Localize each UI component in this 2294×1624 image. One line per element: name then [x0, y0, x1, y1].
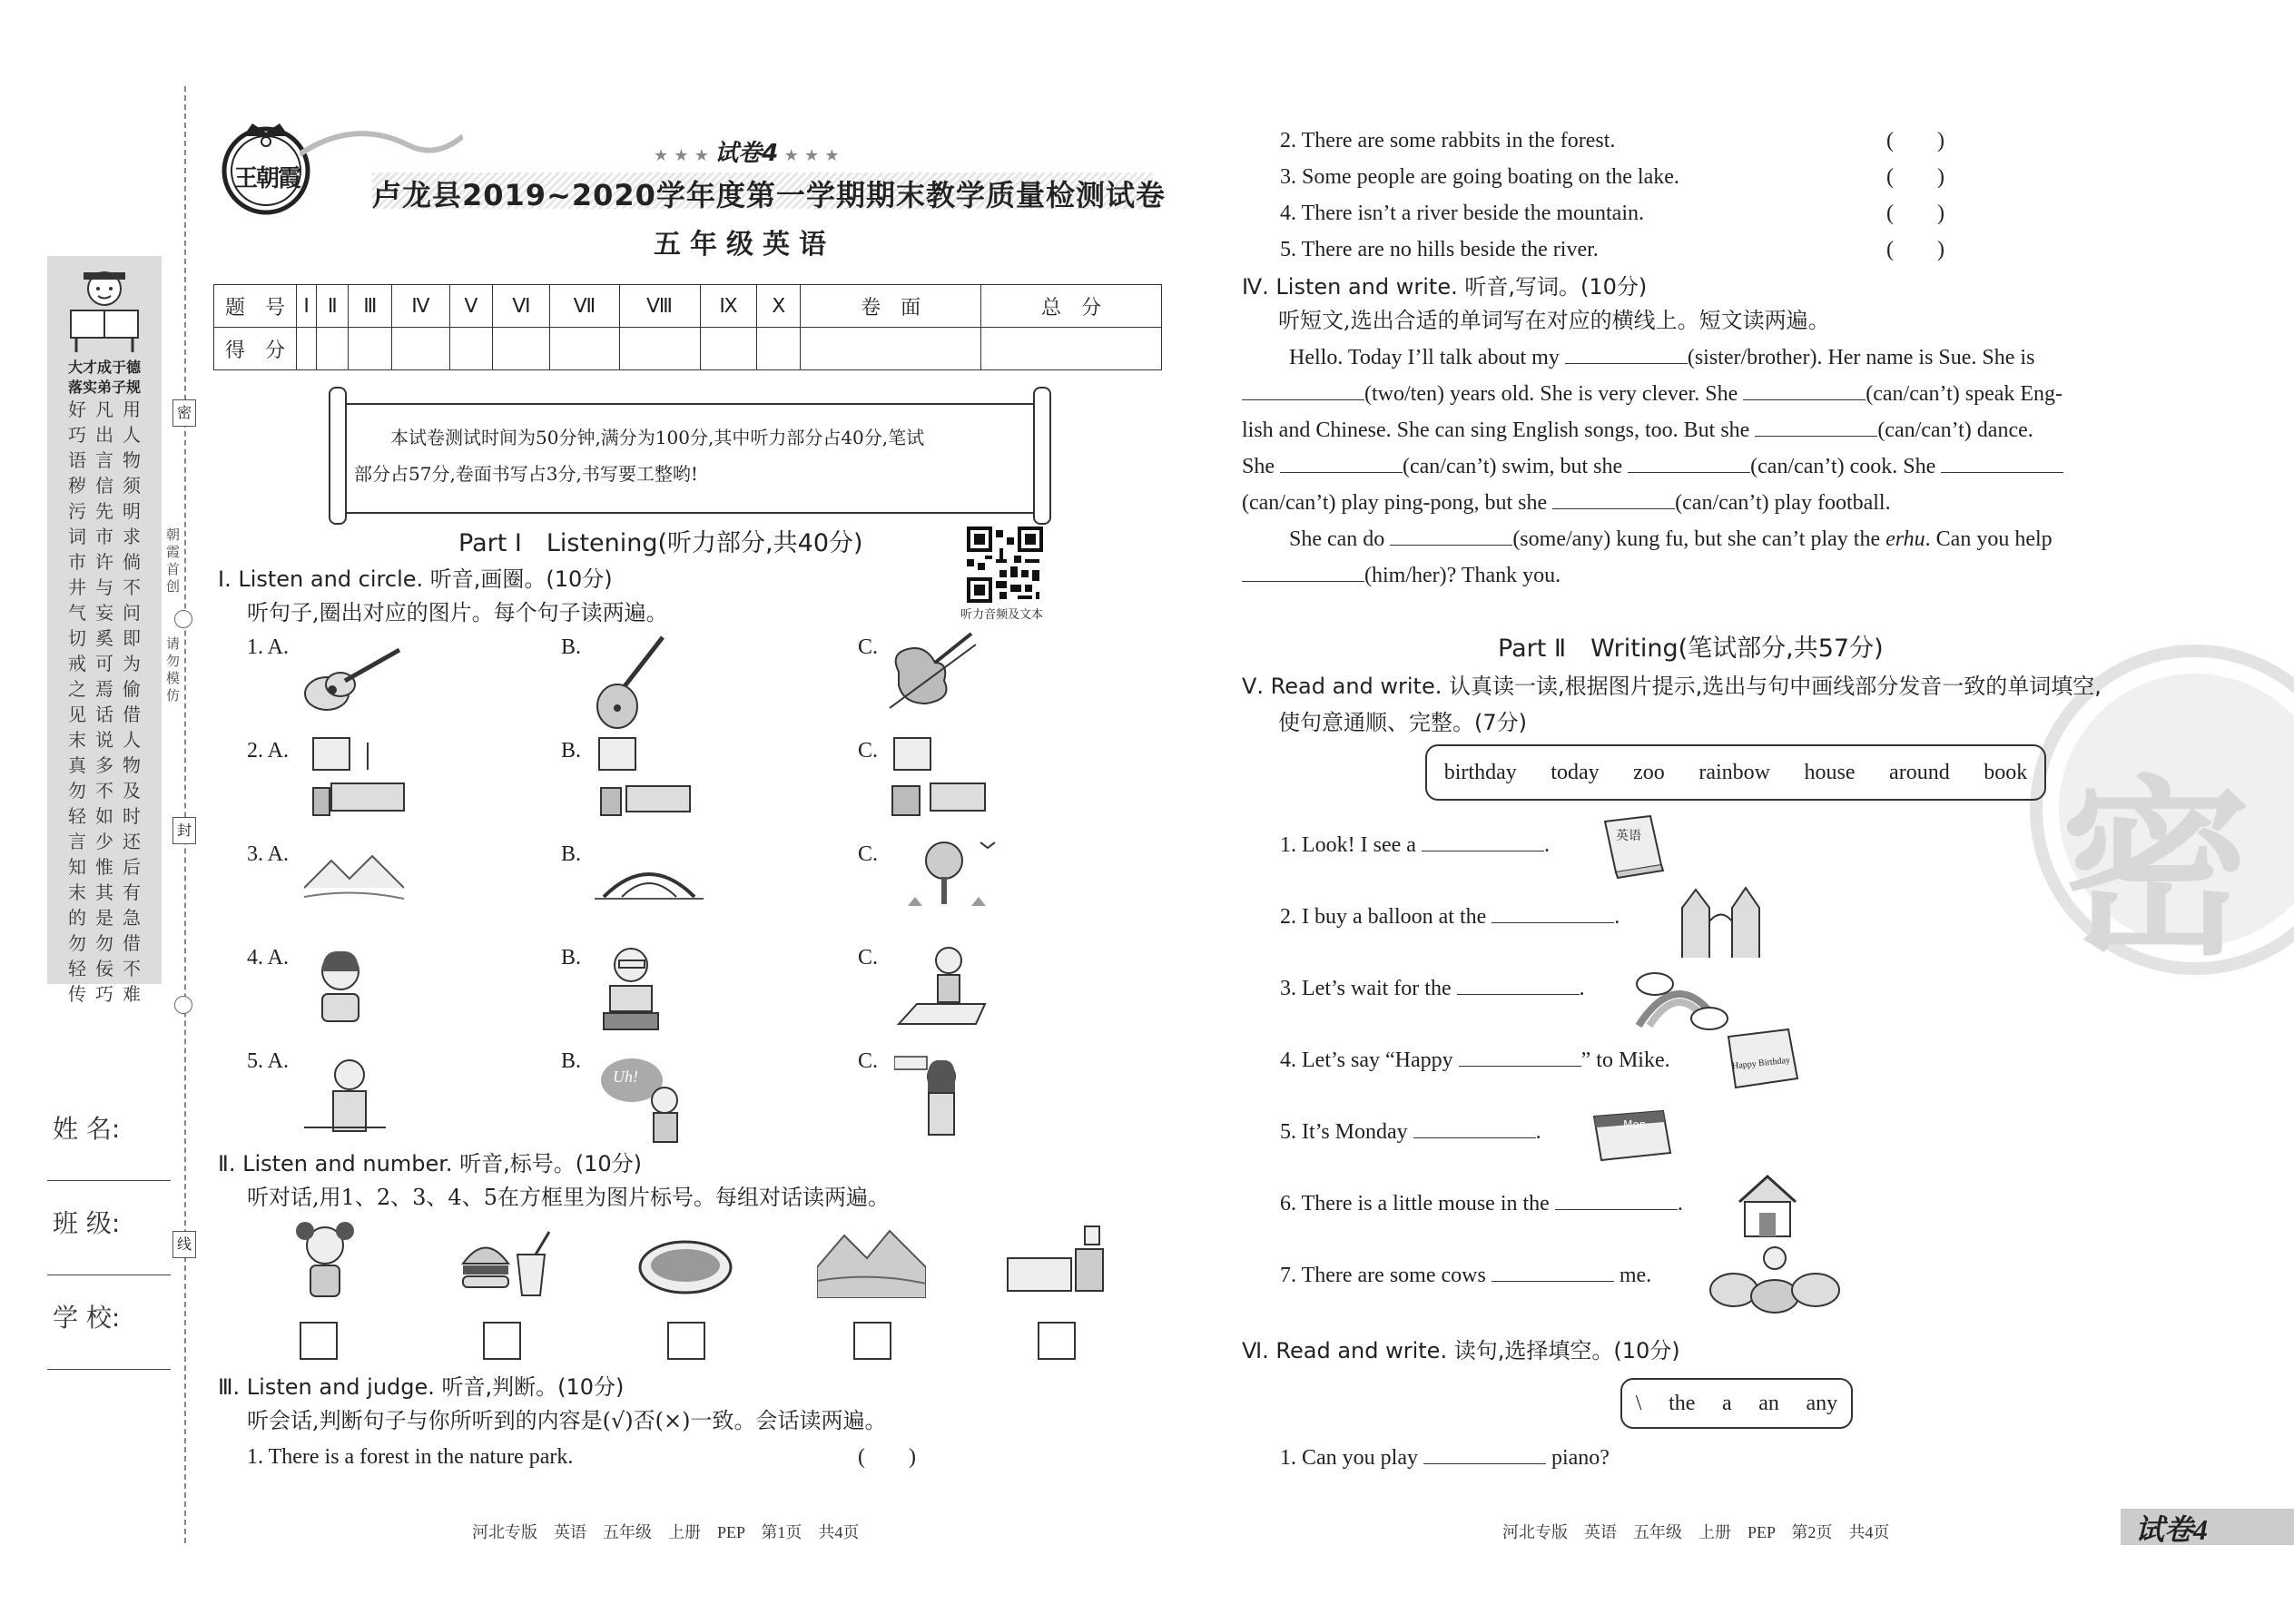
q3-paren-2[interactable]: ( ) [1886, 129, 1944, 153]
qr-caption: 听力音频及文本 [960, 608, 1044, 622]
word-option: any [1806, 1391, 1838, 1415]
q1-row5-b: B. [561, 1049, 582, 1073]
table-cell: Ⅳ [392, 285, 449, 328]
notice-line-1: 本试卷测试时间为50分钟,满分为100分,其中听力部分占40分,笔试 [390, 427, 925, 448]
word-option: \ [1635, 1391, 1642, 1415]
cut-mark-2: 封 [172, 817, 196, 844]
word-option: zoo [1633, 760, 1665, 784]
score-cell[interactable] [700, 328, 757, 370]
table-cell: 总 分 [981, 285, 1162, 328]
q1-row2-b: B. [561, 739, 582, 763]
book-picture-label: 英语 [1616, 829, 1641, 843]
q1-row5-c: C. [858, 1049, 879, 1073]
q4-line-3: lish and Chinese. She can sing English songs, too. But she (can/can’t) dance. [1242, 414, 2033, 446]
q5-blank-7[interactable] [1492, 1259, 1614, 1282]
q1-row5-a: 5. A. [247, 1049, 290, 1073]
table-cell: Ⅸ [700, 285, 757, 328]
word-option: book [1984, 760, 2028, 784]
q3-instruction: 听会话,判断句子与你所听到的内容是(√)否(×)一致。会话读两遍。 [247, 1408, 887, 1433]
qr-code-icon[interactable] [967, 527, 1043, 603]
word-option: an [1758, 1391, 1779, 1415]
bedroom-bed-picture[interactable] [1003, 1222, 1112, 1298]
notice-line-2: 部分占57分,卷面书写占3分,书写要工整哟! [354, 463, 698, 485]
speech-bubble-text: Uh! [613, 1068, 638, 1086]
q2-instruction: 听对话,用1、2、3、4、5在方框里为图片标号。每组对话读两遍。 [247, 1185, 890, 1210]
q3-paren-5[interactable]: ( ) [1886, 238, 1944, 261]
motto-top-1: 大才成于德 [67, 359, 141, 376]
binding-hole [174, 996, 192, 1014]
cows-picture[interactable] [1707, 1240, 1843, 1324]
score-cell[interactable] [449, 328, 493, 370]
scholar-icon [64, 263, 145, 354]
table-cell: Ⅹ [757, 285, 801, 328]
q1-row3-c: C. [858, 842, 879, 866]
q1-row3-a: 3. A. [247, 842, 290, 866]
boy-cooking-picture[interactable] [599, 942, 663, 1033]
q5-blank-5[interactable] [1413, 1116, 1536, 1138]
q5-item-3: 3. Let’s wait for the . [1280, 972, 1585, 1004]
word-option: birthday [1443, 760, 1517, 784]
side-note-1: 朝霞首创 [166, 527, 181, 595]
class-label: 班 级: [53, 1208, 121, 1238]
table-cell: Ⅵ [493, 285, 550, 328]
burger-drink-picture[interactable] [458, 1227, 558, 1300]
word-option: around [1889, 760, 1950, 784]
part2-title: Part Ⅱ Writing(笔试部分,共57分) [1498, 635, 1884, 663]
answer-box-4[interactable] [853, 1322, 891, 1360]
q4-blank-7[interactable] [1941, 450, 2063, 473]
q3-item-3: 3. Some people are going boating on the lake. [1280, 165, 1679, 189]
q3-heading: Ⅲ. Listen and judge. 听音,判断。(10分) [218, 1374, 625, 1400]
motto-column-2: 凡出言信先市许与妄奚可焉话说多不如少惟其是勿佞巧 [95, 399, 113, 1005]
table-cell: Ⅰ [297, 285, 317, 328]
zoo-gate-picture[interactable] [1678, 881, 1768, 962]
pipa-icon[interactable] [590, 632, 672, 732]
motto-column-1: 好巧语秽污词市井气切戒之见末真勿轻言知末的勿轻传 [68, 399, 86, 1005]
q4-blank-8[interactable] [1552, 487, 1675, 509]
answer-box-1[interactable] [300, 1322, 338, 1360]
q3-paren-3[interactable]: ( ) [1886, 165, 1944, 189]
table-cell: 题 号 [214, 285, 297, 328]
answer-box-3[interactable] [667, 1322, 705, 1360]
table-cell: Ⅴ [449, 285, 493, 328]
exam-number: ★ ★ ★ 试卷4 ★ ★ ★ [654, 140, 840, 167]
q2-heading: Ⅱ. Listen and number. 听音,标号。(10分) [218, 1151, 643, 1176]
q1-row1-b: B. [561, 635, 582, 659]
q5-item-5: 5. It’s Monday . [1280, 1116, 1541, 1147]
calendar-picture[interactable] [1590, 1107, 1676, 1166]
seal-watermark-text: 密 [2061, 757, 2252, 981]
q1-row4-a: 4. A. [247, 946, 290, 969]
girl-speech-picture[interactable] [599, 1053, 690, 1144]
q5-word-bank [1425, 744, 2046, 801]
mountain-lake-picture[interactable] [304, 842, 404, 915]
girl-singing-picture[interactable] [289, 1218, 361, 1300]
table-cell: 得 分 [214, 328, 297, 370]
bedroom-picture-b[interactable] [590, 733, 699, 824]
q5-item-7: 7. There are some cows me. [1280, 1259, 1651, 1291]
q4-blank-1[interactable] [1565, 341, 1688, 364]
q4-blank-2[interactable] [1242, 378, 1364, 400]
q1-heading: Ⅰ. Listen and circle. 听音,画圈。(10分) [218, 566, 613, 592]
q3-item-5: 5. There are no hills beside the river. [1280, 238, 1599, 261]
q4-blank-6[interactable] [1628, 450, 1750, 473]
table-cell: Ⅲ [349, 285, 392, 328]
word-option: house [1804, 760, 1856, 784]
fold-line [184, 86, 186, 1543]
q5-heading-1: Ⅴ. Read and write. 认真读一读,根据图片提示,选出与句中画线部分发音一致的单词填空, [1242, 674, 2102, 699]
score-cell[interactable] [349, 328, 392, 370]
q5-blank-3[interactable] [1457, 972, 1580, 995]
table-cell: 卷 面 [801, 285, 981, 328]
exam-subject: 五年级英语 [654, 229, 835, 261]
bedroom-picture-a[interactable] [304, 733, 413, 824]
motto-column-3: 用人物须明求倘不问即为偷借人物及时还后有急借不难 [123, 399, 141, 1005]
q4-line-5: (can/can’t) play ping-pong, but she (can/can’t) play football. [1242, 487, 1891, 518]
word-option: today [1551, 760, 1600, 784]
guitar-icon[interactable] [300, 639, 409, 721]
q4-line-4: She (can/can’t) swim, but she (can/can’t) cook. She [1242, 450, 2063, 482]
q1-instruction: 听句子,圈出对应的图片。每个句子读两遍。 [247, 600, 668, 625]
score-header-row [214, 285, 1162, 328]
score-cell[interactable] [493, 328, 550, 370]
book-picture[interactable] [1596, 812, 1669, 880]
q4-blank-3[interactable] [1743, 378, 1866, 400]
q3-item-2: 2. There are some rabbits in the forest. [1280, 129, 1616, 153]
ribbon-decoration [300, 118, 463, 172]
notice-text [354, 419, 924, 492]
word-option: rainbow [1698, 760, 1770, 784]
q5-item-6: 6. There is a little mouse in the . [1280, 1187, 1683, 1219]
q4-line-2: (two/ten) years old. She is very clever. She (can/can’t) speak Eng- [1242, 378, 2063, 409]
bridge-picture[interactable] [595, 842, 704, 915]
sidebar-motto-panel [47, 256, 162, 1005]
score-cell[interactable] [619, 328, 700, 370]
forest-animals-picture[interactable] [894, 833, 1003, 924]
q4-line-6: She can do (some/any) kung fu, but she can’t play the erhu. Can you help [1289, 523, 2053, 555]
q4-blank-10[interactable] [1242, 559, 1364, 582]
woman-drawing-picture[interactable] [894, 942, 994, 1033]
q6-item-1: 1. Can you play piano? [1280, 1442, 1610, 1473]
footer-right: 河北专版 英语 五年级 上册 PEP 第2页 共4页 [1502, 1523, 1890, 1541]
score-cell[interactable] [801, 328, 981, 370]
food-dish-picture[interactable] [635, 1231, 735, 1298]
q1-row3-b: B. [561, 842, 582, 866]
score-cell[interactable] [392, 328, 449, 370]
score-cell[interactable] [981, 328, 1162, 370]
scroll-roller-left [329, 387, 347, 525]
bedroom-picture-c[interactable] [885, 733, 994, 824]
q3-item-4: 4. There isn’t a river beside the mountain. [1280, 202, 1645, 225]
q4-blank-9[interactable] [1390, 523, 1512, 546]
score-cell[interactable] [550, 328, 619, 370]
q1-row2-a: 2. A. [247, 739, 290, 763]
q1-row1-a: 1. A. [247, 635, 290, 659]
exam-title: 卢龙县2019~2020学年度第一学期期末教学质量检测试卷 [372, 178, 1166, 212]
score-table [213, 284, 1162, 370]
q6-heading: Ⅵ. Read and write. 读句,选择填空。(10分) [1242, 1338, 1680, 1363]
score-cell[interactable] [297, 328, 317, 370]
q4-instruction: 听短文,选出合适的单词写在对应的横线上。短文读两遍。 [1278, 308, 1830, 333]
word-option: a [1721, 1391, 1732, 1415]
q1-row1-c: C. [858, 635, 879, 659]
q5-item-1: 1. Look! I see a . [1280, 829, 1550, 861]
school-label: 学 校: [53, 1303, 121, 1333]
page-badge: 试卷4 [2135, 1513, 2209, 1546]
cut-mark-3: 线 [172, 1231, 196, 1258]
girl-eating-picture[interactable] [309, 944, 372, 1026]
answer-box-5[interactable] [1038, 1322, 1076, 1360]
nature-scene-picture[interactable] [817, 1222, 926, 1298]
q3-item-1: 1. There is a forest in the nature park. [247, 1445, 574, 1469]
q4-blank-5[interactable] [1280, 450, 1403, 473]
q5-item-4: 4. Let’s say “Happy ” to Mike. [1280, 1044, 1670, 1076]
cut-mark-1: 密 [172, 399, 196, 427]
q5-heading-2: 使句意通顺、完整。(7分) [1278, 710, 1527, 735]
q6-word-bank [1620, 1378, 1853, 1429]
footer-left: 河北专版 英语 五年级 上册 PEP 第1页 共4页 [472, 1523, 860, 1541]
q5-item-2: 2. I buy a balloon at the . [1280, 901, 1620, 932]
calendar-picture-label: Mon [1623, 1118, 1647, 1131]
q1-row2-c: C. [858, 739, 879, 763]
scroll-roller-right [1033, 387, 1051, 525]
table-cell: Ⅷ [619, 285, 700, 328]
q6-blank-1[interactable] [1423, 1442, 1546, 1464]
q5-blank-4[interactable] [1459, 1044, 1581, 1067]
name-label: 姓 名: [53, 1114, 121, 1144]
score-cell[interactable] [757, 328, 801, 370]
q4-line-1: Hello. Today I’ll talk about my (sister/brother). Her name is Sue. She is [1289, 341, 2034, 373]
table-cell: Ⅱ [317, 285, 349, 328]
table-cell: Ⅶ [550, 285, 619, 328]
woman-teacher-picture[interactable] [894, 1053, 976, 1144]
motto-top-2: 落实弟子规 [67, 379, 141, 396]
violin-icon[interactable] [881, 626, 980, 717]
part1-title: Part Ⅰ Listening(听力部分,共40分) [458, 529, 863, 557]
side-note-2: 请勿模仿 [166, 635, 181, 704]
q5-blank-1[interactable] [1422, 829, 1544, 851]
q4-blank-4[interactable] [1755, 414, 1877, 437]
brand-logo-text: 王朝霞 [233, 165, 300, 192]
binding-hole [174, 610, 192, 628]
q1-row4-b: B. [561, 946, 582, 969]
score-cell[interactable] [317, 328, 349, 370]
q4-heading: Ⅳ. Listen and write. 听音,写词。(10分) [1242, 274, 1648, 300]
answer-box-2[interactable] [483, 1322, 521, 1360]
q3-paren-4[interactable]: ( ) [1886, 202, 1944, 225]
birthday-card-text: Happy Birthday [1731, 1055, 1791, 1072]
school-line[interactable] [47, 1369, 171, 1370]
q4-line-7: (him/her)? Thank you. [1242, 559, 1561, 591]
word-option: the [1669, 1391, 1696, 1415]
score-entry-row [214, 328, 1162, 370]
name-line[interactable] [47, 1180, 171, 1181]
q5-blank-2[interactable] [1492, 901, 1614, 923]
rainbow-picture[interactable] [1629, 962, 1729, 1035]
house-picture[interactable] [1734, 1171, 1801, 1240]
q1-row4-c: C. [858, 946, 879, 969]
q5-blank-6[interactable] [1555, 1187, 1678, 1210]
man-teacher-picture[interactable] [304, 1055, 386, 1146]
q3-paren-1[interactable]: ( ) [858, 1445, 916, 1469]
